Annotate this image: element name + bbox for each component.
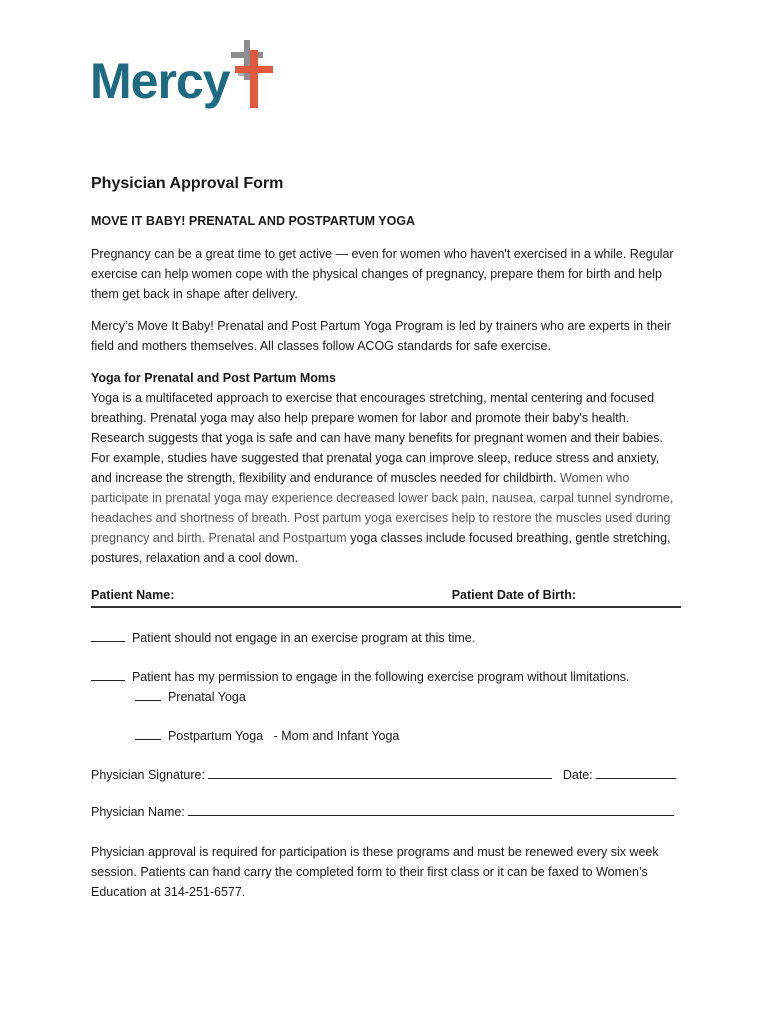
yoga-body-main: Yoga is a multifaceted approach to exercise that encourages stretching, mental centering and focused breathing. Prenatal yoga may also help prepare women for labor and promote their baby's health. Research suggests that yoga is safe and can have many benefits for pregnant women and their babies. For example, studies have suggested that prenatal yoga can improve sleep, reduce stress and anxiety, and increase the strength, flexibility and endurance of muscles needed for childbirth.: [91, 391, 663, 485]
signature-label: Physician Signature:: [91, 768, 205, 782]
yoga-body-gray: Women who participate in prenatal yoga may experience decreased lower back pain, nausea, carpal tunnel syndrome, headaches and shortness of breath. Post partum yoga exercises help to restore the muscles used during pregnancy and birth. Prenatal and Postpartum: [91, 471, 674, 545]
date-field[interactable]: [596, 765, 676, 779]
no-exercise-text: Patient should not engage in an exercise program at this time.: [131, 631, 476, 645]
form-content: [91, 170, 683, 902]
physician-name-row: [91, 802, 683, 822]
option-postpartum: [135, 726, 683, 746]
option-prenatal: [135, 687, 683, 707]
date-label: Date:: [562, 768, 593, 782]
postpartum-text: Postpartum Yoga: [167, 729, 264, 743]
signature-field[interactable]: [208, 765, 552, 779]
yoga-section: [91, 368, 683, 568]
postpartum-blank[interactable]: [135, 726, 161, 740]
prenatal-text: Prenatal Yoga: [167, 690, 246, 704]
program-subtitle: MOVE IT BABY! PRENATAL AND POSTPARTUM YOGA: [91, 214, 416, 228]
patient-info-row: [91, 588, 681, 608]
signature-row: [91, 765, 683, 785]
physician-name-field[interactable]: [188, 802, 674, 816]
cross-icon: [225, 40, 275, 122]
permission-text: Patient has my permission to engage in the following exercise program without limitations.: [131, 670, 630, 684]
option-permission: [91, 667, 683, 687]
prenatal-blank[interactable]: [135, 687, 161, 701]
patient-dob-label: Patient Date of Birth:: [451, 588, 576, 602]
intro-paragraph: Pregnancy can be a great time to get active — even for women who haven't exercised in a while. Regular exercise can help women cope with the physical changes of pregnancy, prepare them for birth and help them get back in shape after delivery.: [91, 247, 674, 301]
patient-name-label: Patient Name:: [91, 588, 175, 602]
physician-name-label: Physician Name:: [91, 805, 185, 819]
postpartum-extra-text: - Mom and Infant Yoga: [273, 729, 400, 743]
program-paragraph: Mercy’s Move It Baby! Prenatal and Post Partum Yoga Program is led by trainers who are experts in their field and mothers themselves. All classes follow ACOG standards for safe exercise.: [91, 319, 671, 353]
permission-blank[interactable]: [91, 667, 125, 681]
no-exercise-blank[interactable]: [91, 628, 125, 642]
logo-text: Mercy: [90, 53, 230, 109]
mercy-logo: [90, 40, 280, 122]
page-title: Physician Approval Form: [91, 175, 284, 192]
yoga-heading: Yoga for Prenatal and Post Partum Moms: [91, 371, 336, 385]
option-no-exercise: [91, 628, 683, 648]
footer-paragraph: Physician approval is required for participation is these programs and must be renewed every six week session. Patients can hand carry the completed form to their first class or it can be faxed to Women’s Education at 314-251-6577.: [91, 845, 659, 899]
yoga-body-end: yoga classes include focused breathing, gentle stretching, postures, relaxation and a cool down.: [91, 531, 671, 565]
